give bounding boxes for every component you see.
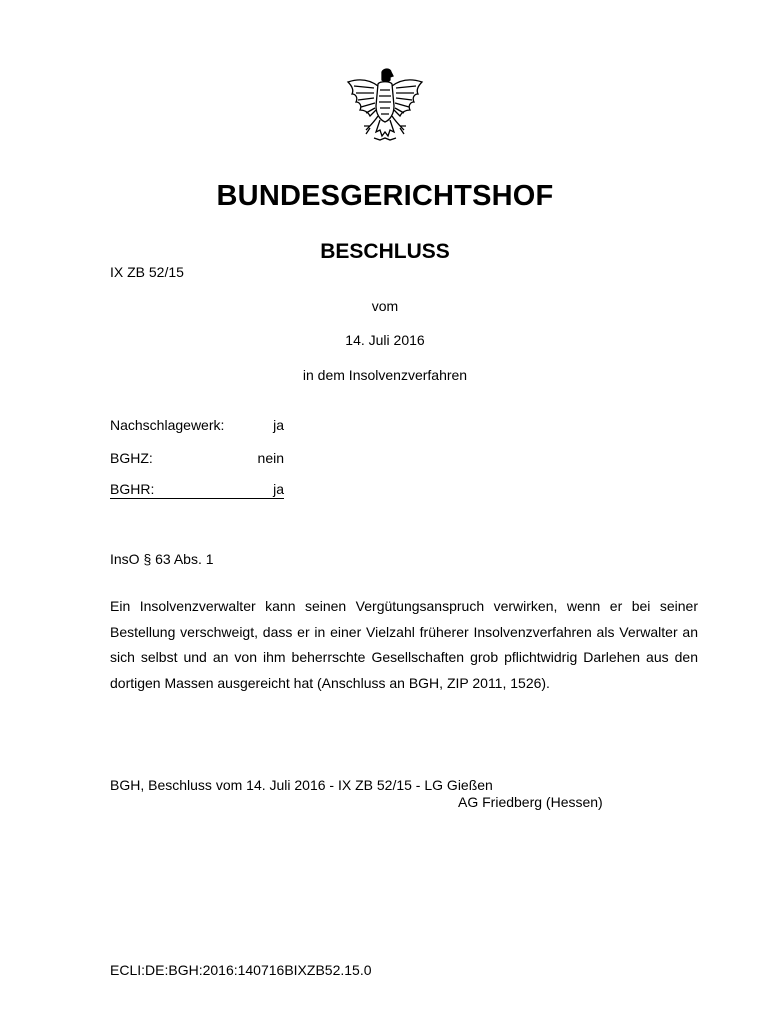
reference-label: BGHZ: xyxy=(110,450,153,466)
decision-type: BESCHLUSS xyxy=(320,240,450,263)
court-name: BUNDESGERICHTSHOF xyxy=(216,180,554,212)
headnote-paragraph: Ein Insolvenzverwalter kann seinen Vergütungsanspruch verwirken, wenn er bei seiner Bestellung verschweigt, dass er in einer Vielzahl früherer Insolvenzverfahren als Verwalter an sich selbst und an von ihm beherrschte Gesellschaften grob pflichtwidrig Darlehen aus den dortigen Massen ausgereicht hat (Anschluss an BGH, ZIP 2011, 1526). xyxy=(110,598,698,691)
federal-eagle-icon xyxy=(340,66,430,148)
date-intro: vom xyxy=(371,298,399,314)
reference-label: Nachschlagewerk: xyxy=(110,417,225,433)
legal-norm: InsO § 63 Abs. 1 xyxy=(110,551,214,567)
reference-value: ja xyxy=(273,481,284,497)
decision-date: 14. Juli 2016 xyxy=(345,332,425,348)
procedure-type: in dem Insolvenzverfahren xyxy=(302,367,468,383)
citation-line: BGH, Beschluss vom 14. Juli 2016 - IX ZB 52/15 - LG Gießen xyxy=(110,777,493,793)
citation-lower-court: AG Friedberg (Hessen) xyxy=(458,794,603,810)
reference-row-bghz xyxy=(110,450,284,466)
ecli-identifier: ECLI:DE:BGH:2016:140716BIXZB52.15.0 xyxy=(110,962,372,978)
reference-label: BGHR: xyxy=(110,481,155,497)
reference-value: ja xyxy=(273,417,284,433)
reference-row-bghr xyxy=(110,481,284,499)
reference-value: nein xyxy=(257,450,284,466)
docket-number: IX ZB 52/15 xyxy=(110,264,184,280)
reference-row-nachschlagewerk xyxy=(110,417,284,433)
